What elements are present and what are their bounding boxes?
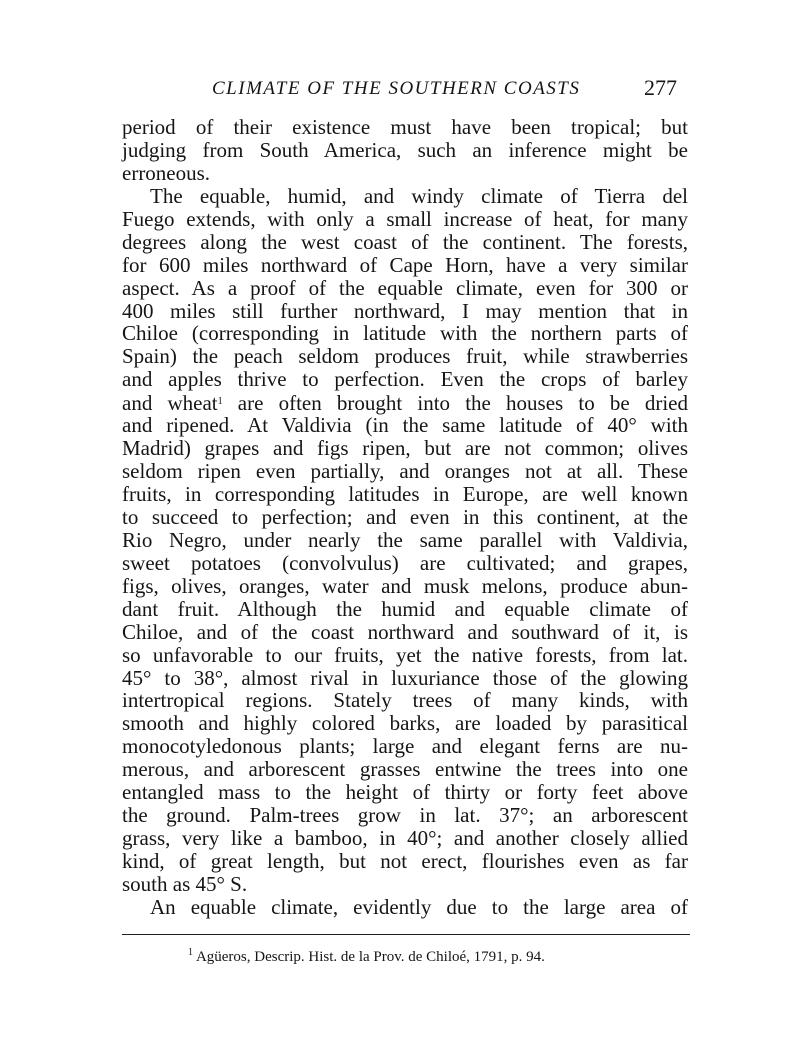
text-line: the ground. Palm-trees grow in lat. 37°; an arborescent bbox=[122, 803, 688, 828]
text-line: smooth and highly colored barks, are loaded by parasitical bbox=[122, 711, 688, 736]
text-line: period of their existence must have been tropical; but bbox=[122, 115, 688, 139]
text-line: kind, of great length, but not erect, flourishes even as far bbox=[122, 849, 688, 873]
text-segment: are often brought into the houses to be dried bbox=[222, 391, 688, 416]
text-line: for 600 miles northward of Cape Horn, have a very similar bbox=[122, 252, 688, 277]
text-line: Chiloe (corresponding in latitude with the northern parts of bbox=[122, 321, 688, 346]
text-line: south as 45° S. bbox=[122, 871, 248, 896]
body-text bbox=[122, 116, 688, 919]
footnote bbox=[188, 947, 545, 966]
text-line: figs, olives, oranges, water and musk melons, produce abun- bbox=[122, 573, 688, 598]
running-header-title: CLIMATE OF THE SOUTHERN COASTS bbox=[212, 78, 581, 99]
text-line: Rio Negro, under nearly the same parallel with Valdivia, bbox=[122, 527, 688, 552]
text-line: degrees along the west coast of the continent. The forests, bbox=[122, 229, 688, 254]
paragraph-start-line: The equable, humid, and windy climate of Tierra del bbox=[150, 183, 688, 208]
text-line: grass, very like a bamboo, in 40°; and another closely allied bbox=[122, 826, 688, 851]
text-line: judging from South America, such an inference might be bbox=[122, 137, 688, 162]
footnote-text: Agüeros, Descrip. Hist. de la Prov. de Chiloé, 1791, p. 94. bbox=[195, 949, 545, 965]
text-line: 400 miles still further northward, I may mention that in bbox=[122, 298, 688, 323]
text-line: Spain) the peach seldom produces fruit, while strawberries bbox=[122, 344, 688, 369]
text-line: Fuego extends, with only a small increase of heat, for many bbox=[122, 206, 688, 231]
text-line: and apples thrive to perfection. Even the crops of barley bbox=[122, 367, 688, 392]
text-line: merous, and arborescent grasses entwine the trees into one bbox=[122, 757, 688, 782]
text-line: dant fruit. Although the humid and equable climate of bbox=[122, 596, 688, 621]
text-line: to succeed to perfection; and even in this continent, at the bbox=[122, 504, 688, 529]
text-line: so unfavorable to our fruits, yet the native forests, from lat. bbox=[122, 642, 688, 667]
text-line: 45° to 38°, almost rival in luxuriance those of the glowing bbox=[122, 665, 688, 690]
page-number: 277 bbox=[644, 75, 677, 100]
text-line: and ripened. At Valdivia (in the same latitude of 40° with bbox=[122, 413, 688, 438]
text-line: monocotyledonous plants; large and elegant ferns are nu- bbox=[122, 734, 688, 759]
footnote-divider bbox=[122, 934, 690, 935]
text-line: erroneous. bbox=[122, 160, 211, 185]
text-line: Madrid) grapes and figs ripen, but are not common; olives bbox=[122, 436, 688, 461]
paragraph-start-line: An equable climate, evidently due to the large area of bbox=[150, 894, 688, 919]
text-line: aspect. As a proof of the equable climate, even for 300 or bbox=[122, 275, 688, 300]
text-line: seldom ripen even partially, and oranges not at all. These bbox=[122, 459, 688, 484]
footnote-reference: 1 bbox=[217, 396, 223, 408]
text-line: Chiloe, and of the coast northward and southward of it, is bbox=[122, 619, 688, 644]
text-line: entangled mass to the height of thirty or forty feet above bbox=[122, 780, 688, 805]
footnote-marker: 1 bbox=[188, 947, 193, 958]
text-segment: and wheat bbox=[122, 391, 218, 416]
text-line: intertropical regions. Stately trees of many kinds, with bbox=[122, 688, 688, 713]
text-line: fruits, in corresponding latitudes in Europe, are well known bbox=[122, 482, 688, 506]
text-line: sweet potatoes (convolvulus) are cultivated; and grapes, bbox=[122, 550, 688, 575]
text-line-with-footnote-ref bbox=[122, 391, 688, 414]
